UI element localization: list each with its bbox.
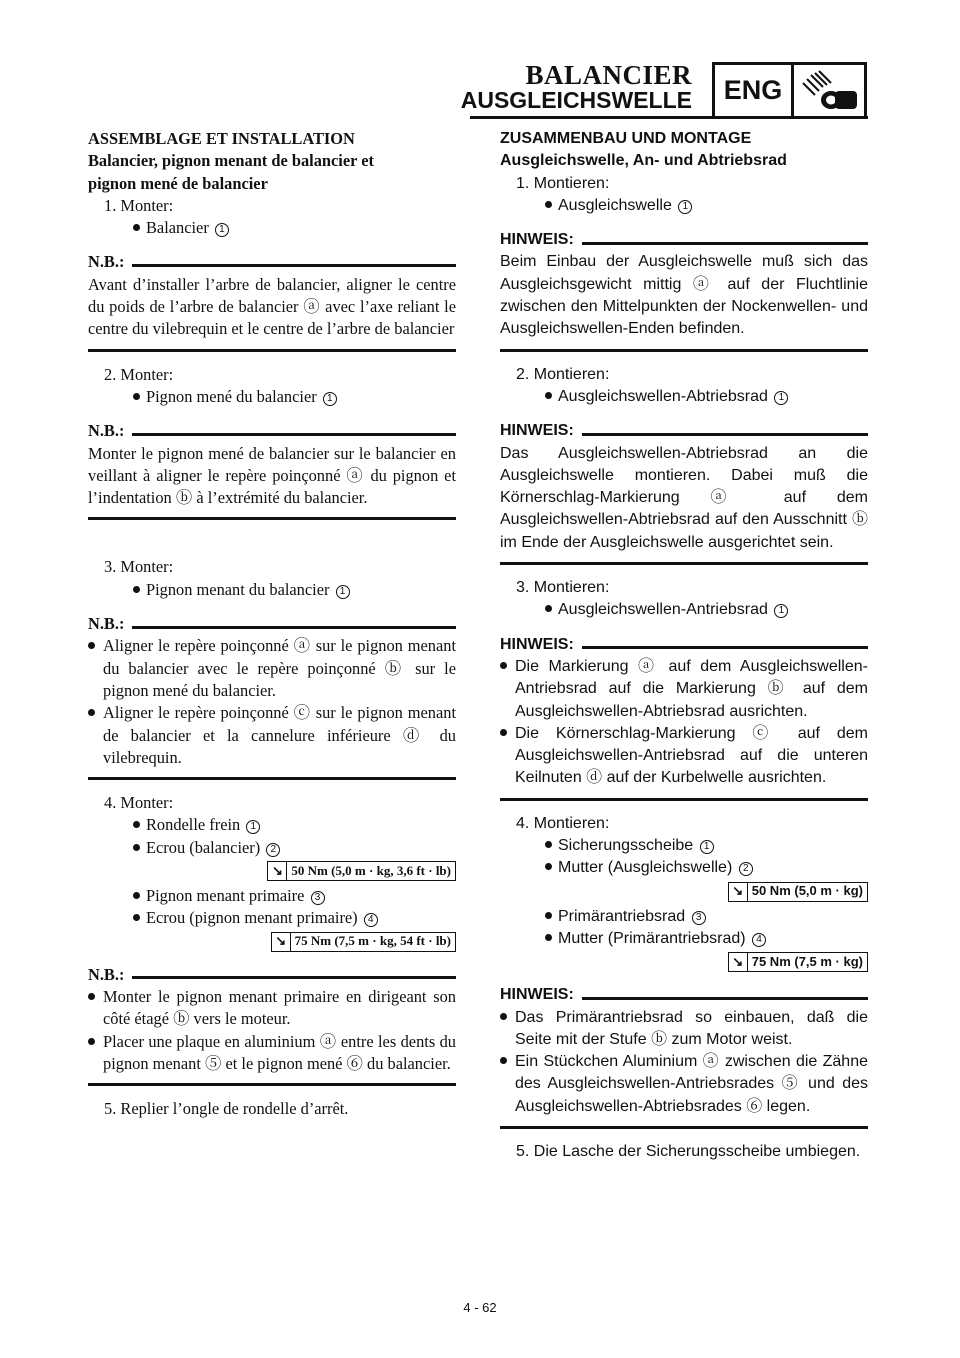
bullet-icon	[88, 1038, 95, 1045]
step-2: 2. Monter:	[104, 364, 174, 384]
note-header: HINWEIS:	[500, 420, 868, 442]
bullet-icon	[545, 912, 552, 919]
step-4-item-2: Mutter (Ausgleichswelle) 2	[500, 857, 868, 879]
section-title-fr: BALANCIER	[525, 60, 692, 90]
callout-1-icon: 1	[246, 820, 260, 834]
torque-wrench-icon: ↘	[729, 953, 748, 971]
step-1-item: Ausgleichswelle 1	[500, 195, 868, 217]
bullet-icon	[545, 201, 552, 208]
step-3-item: Pignon menant du balancier 1	[88, 579, 456, 601]
torque-wrench-icon: ↘	[729, 883, 748, 901]
step-1: 1. Monter:	[104, 195, 174, 215]
step-4: 4. Montieren:	[516, 814, 610, 832]
step-5: 5. Replier l’ongle de rondelle d’arrêt.	[104, 1099, 349, 1119]
bullet-icon	[500, 1057, 507, 1064]
note-1: Avant d’installer l’arbre de balancier, aligner le centre du poids de l’arbre de balancier ⓐ avec l’axe reliant le centre du vilebrequin et le centre de l’arbre de balancier	[88, 274, 456, 339]
note-3-bullet-b: Die Körnerschlag-Markierung ⓒ auf dem Ausgleichswellen-Antriebsrad auf die unteren Keilnuten ⓓ auf der Kurbelwelle ausrichten.	[500, 723, 868, 790]
bullet-icon	[133, 892, 140, 899]
step-4-item-3: Primärantriebsrad 3	[500, 906, 868, 928]
torque-wrench-icon: ↘	[268, 862, 287, 880]
note-header: N.B.:	[88, 964, 456, 986]
bullet-icon	[500, 1013, 507, 1020]
step-3: 3. Monter:	[104, 557, 174, 577]
bullet-icon	[133, 224, 140, 231]
callout-1-icon: 1	[323, 392, 337, 406]
step-4: 4. Monter:	[104, 793, 174, 813]
step-1-item: Balancier 1	[88, 217, 456, 239]
note-rule	[88, 517, 456, 520]
step-4-item-2: Ecrou (balancier) 2	[88, 837, 456, 859]
note-3-bullet-a: Die Markierung ⓐ auf dem Ausgleichswellen-Antriebsrad auf die Markierung ⓑ auf dem Ausgleichswellen-Abtriebsrad ausrichten.	[500, 656, 868, 723]
assembly-heading: ASSEMBLAGE ET INSTALLATION	[88, 129, 355, 148]
note-header: HINWEIS:	[500, 229, 868, 251]
callout-1-icon: 1	[215, 223, 229, 237]
note-3-bullet-b: Aligner le repère poinçonné ⓒ sur le pignon menant de balancier et la cannelure inférieure ⓓ du vilebrequin.	[88, 702, 456, 769]
bullet-icon	[545, 841, 552, 848]
torque-spec-2: ↘ 75 Nm (7,5 m · kg, 54 ft · lb)	[88, 932, 456, 952]
note-rule	[88, 349, 456, 352]
callout-1-icon: 1	[774, 604, 788, 618]
note-header: HINWEIS:	[500, 634, 868, 656]
callout-1-icon: 1	[678, 200, 692, 214]
subheading-line1: Balancier, pignon menant de balancier et	[88, 151, 374, 171]
note-rule	[500, 349, 868, 352]
bullet-icon	[133, 821, 140, 828]
bullet-icon	[545, 863, 552, 870]
torque-spec-2: ↘ 75 Nm (7,5 m · kg)	[500, 952, 868, 972]
section-title-de: AUSGLEICHSWELLE	[460, 87, 692, 113]
note-2: Das Ausgleichswellen-Abtriebsrad an die Ausgleichswelle montieren. Dabei muß die Körnerschlag-Markierung ⓐ auf dem Ausgleichswellen-Abtriebsrad auf den Ausschnitt ⓑ im Ende der Ausgleichswelle ausgerichtet sein.	[500, 444, 868, 551]
step-1: 1. Montieren:	[516, 174, 610, 192]
callout-3-icon: 3	[311, 891, 325, 905]
engine-icon	[794, 65, 864, 116]
step-2-item: Pignon mené du balancier 1	[88, 386, 456, 408]
bullet-icon	[133, 914, 140, 921]
bullet-icon	[500, 729, 507, 736]
callout-1-icon: 1	[700, 840, 714, 854]
note-header: HINWEIS:	[500, 984, 868, 1006]
assembly-heading: ZUSAMMENBAU UND MONTAGE	[500, 130, 752, 147]
bullet-icon	[133, 393, 140, 400]
callout-1-icon: 1	[336, 585, 350, 599]
note-3-bullet-a: Aligner le repère poinçonné ⓐ sur le pignon menant du balancier avec le repère poinçonné ⓑ sur le pignon mené du balancier.	[88, 635, 456, 702]
torque-wrench-icon: ↘	[272, 933, 291, 951]
note-rule	[500, 798, 868, 801]
note-rule	[500, 562, 868, 565]
eng-badge	[712, 62, 867, 119]
subheading-line2: pignon mené de balancier	[88, 173, 268, 193]
eng-label: ENG	[715, 65, 794, 116]
callout-2-icon: 2	[739, 862, 753, 876]
bullet-icon	[545, 934, 552, 941]
step-4-item-4: Mutter (Primärantriebsrad) 4	[500, 928, 868, 950]
subheading: Ausgleichswelle, An- und Abtriebsrad	[500, 152, 787, 170]
note-rule	[88, 1083, 456, 1086]
step-4-item-1: Rondelle frein 1	[88, 814, 456, 836]
callout-2-icon: 2	[266, 843, 280, 857]
bullet-icon	[500, 662, 507, 669]
note-header: N.B.:	[88, 251, 456, 273]
bullet-icon	[133, 844, 140, 851]
french-column	[88, 128, 456, 1120]
german-column	[500, 128, 868, 1163]
step-3: 3. Montieren:	[516, 579, 610, 597]
note-1: Beim Einbau der Ausgleichswelle muß sich das Ausgleichsgewicht mittig ⓐ auf der Fluchtlinie zwischen den Mittelpunkten der Nockenwellen- und Ausgleichswellen-Enden befinden.	[500, 253, 868, 338]
note-4-bullet-a: Das Primärantriebsrad so einbauen, daß die Seite mit der Stufe ⓑ zum Motor weist.	[500, 1007, 868, 1052]
bullet-icon	[88, 709, 95, 716]
callout-4-icon: 4	[364, 913, 378, 927]
note-2: Monter le pignon mené de balancier sur le balancier en veillant à aligner le repère poinçonné ⓐ du pignon et l’indentation ⓑ à l’extrémité du balancier.	[88, 443, 456, 508]
step-3-item: Ausgleichswellen-Antriebsrad 1	[500, 599, 868, 621]
note-4-bullet-b: Placer une plaque en aluminium ⓐ entre les dents du pignon menant ⑤ et le pignon mené ⑥ du balancier.	[88, 1031, 456, 1076]
bullet-icon	[88, 642, 95, 649]
step-2: 2. Montieren:	[516, 365, 610, 383]
page-number: 4 - 62	[463, 1300, 497, 1315]
callout-3-icon: 3	[692, 911, 706, 925]
note-rule	[88, 777, 456, 780]
step-5: 5. Die Lasche der Sicherungsscheibe umbiegen.	[516, 1142, 861, 1160]
torque-spec-1: ↘ 50 Nm (5,0 m · kg, 3,6 ft · lb)	[88, 861, 456, 881]
bullet-icon	[545, 392, 552, 399]
callout-4-icon: 4	[752, 933, 766, 947]
note-header: N.B.:	[88, 420, 456, 442]
torque-spec-1: ↘ 50 Nm (5,0 m · kg)	[500, 882, 868, 902]
bullet-icon	[545, 605, 552, 612]
step-2-item: Ausgleichswellen-Abtriebsrad 1	[500, 386, 868, 408]
note-4-bullet-b: Ein Stückchen Aluminium ⓐ zwischen die Zähne des Ausgleichswellen-Antriebsrades ⑤ und des Ausgleichswellen-Abtriebsrades ⑥ legen.	[500, 1051, 868, 1118]
note-4-bullet-a: Monter le pignon menant primaire en dirigeant son côté étagé ⓑ vers le moteur.	[88, 986, 456, 1031]
note-rule	[500, 1126, 868, 1129]
step-4-item-3: Pignon menant primaire 3	[88, 885, 456, 907]
note-header: N.B.:	[88, 613, 456, 635]
bullet-icon	[133, 586, 140, 593]
callout-1-icon: 1	[774, 391, 788, 405]
step-4-item-4: Ecrou (pignon menant primaire) 4	[88, 907, 456, 929]
step-4-item-1: Sicherungsscheibe 1	[500, 835, 868, 857]
bullet-icon	[88, 993, 95, 1000]
